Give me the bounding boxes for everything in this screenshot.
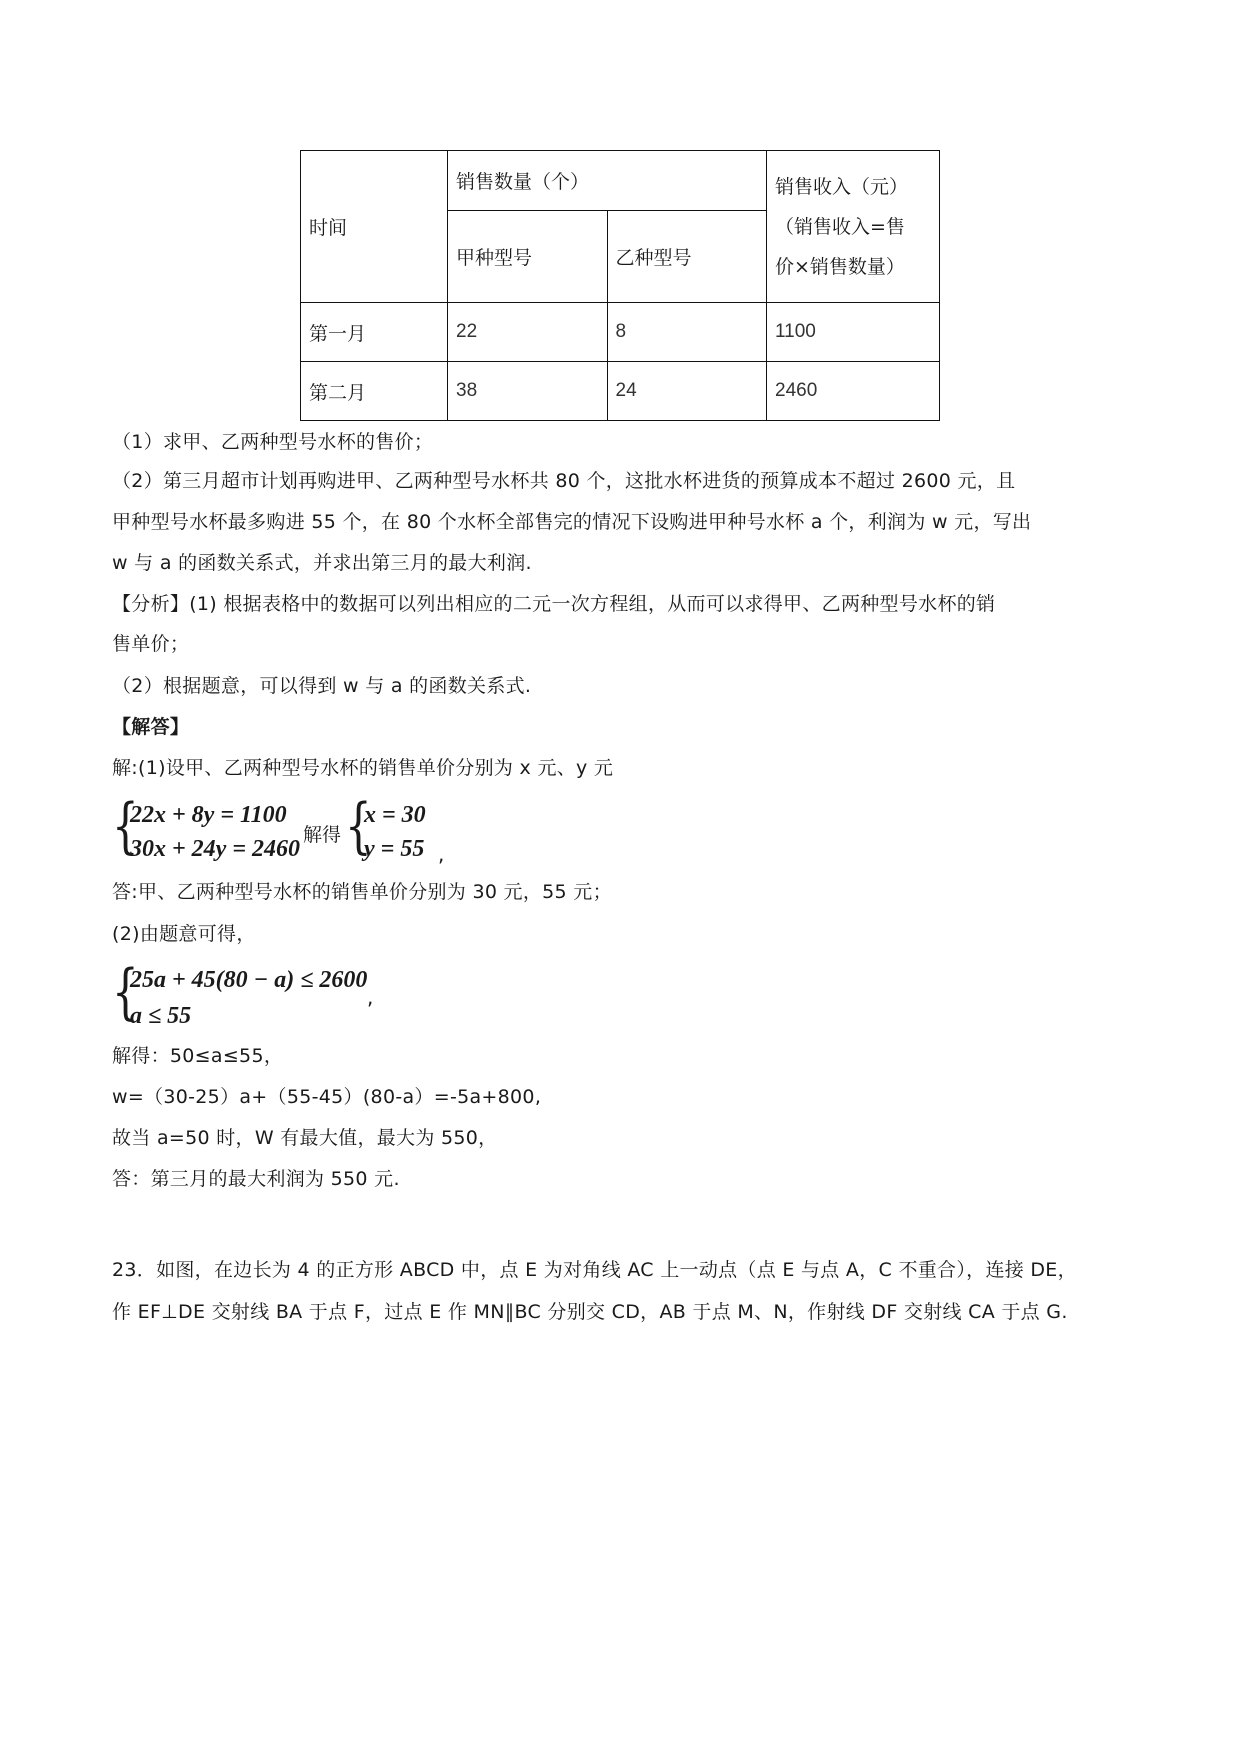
equation-2b: y = 55 bbox=[364, 836, 425, 862]
header-qty: 销售数量（个） bbox=[448, 151, 767, 211]
equation-1a: 22x + 8y = 1100 bbox=[130, 802, 287, 828]
max-line: 故当 a=50 时，W 有最大值，最大为 550， bbox=[112, 1127, 498, 1149]
comma: , bbox=[438, 842, 445, 866]
equation-2a: x = 30 bbox=[364, 802, 426, 828]
analysis-line2: 售单价； bbox=[112, 633, 190, 655]
equation-brace: { bbox=[112, 791, 139, 861]
header-income-line3: 价×销售数量） bbox=[775, 255, 905, 278]
solution-step2: (2)由题意可得， bbox=[112, 923, 256, 945]
inequality-2: a ≤ 55 bbox=[130, 1003, 192, 1029]
header-income-line1: 销售收入（元） bbox=[775, 175, 909, 198]
inequality-brace: { bbox=[112, 957, 139, 1027]
analysis-line1: 【分析】(1) 根据表格中的数据可以列出相应的二元一次方程组，从而可以求得甲、乙两种型号水杯的销 bbox=[112, 593, 996, 615]
cell-a: 22 bbox=[448, 303, 608, 362]
answer-1: 答:甲、乙两种型号水杯的销售单价分别为 30 元，55 元； bbox=[112, 881, 612, 903]
question-2-line3: w 与 a 的函数关系式，并求出第三月的最大利润. bbox=[112, 552, 532, 574]
equation-brace: { bbox=[345, 791, 372, 861]
header-type-b: 乙种型号 bbox=[607, 211, 767, 303]
header-income-line2: （销售收入=售 bbox=[775, 215, 905, 238]
header-time: 时间 bbox=[301, 151, 448, 303]
cell-b: 8 bbox=[607, 303, 767, 362]
problem-23-line1: 23．如图，在边长为 4 的正方形 ABCD 中，点 E 为对角线 AC 上一动点（点 E 与点 A，C 不重合），连接 DE， bbox=[112, 1259, 1077, 1281]
w-expression: w=（30-25）a+（55-45）(80-a）=-5a+800, bbox=[112, 1086, 542, 1108]
cell-month: 第一月 bbox=[301, 303, 448, 362]
sales-table bbox=[300, 150, 940, 421]
header-income bbox=[767, 151, 940, 303]
table-row bbox=[301, 362, 940, 421]
question-2-line2: 甲种型号水杯最多购进 55 个，在 80 个水杯全部售完的情况下设购进甲种号水杯 a 个，利润为 w 元，写出 bbox=[112, 511, 1032, 533]
comma: , bbox=[367, 985, 374, 1009]
table-row bbox=[301, 303, 940, 362]
question-2-line1: （2）第三月超市计划再购进甲、乙两种型号水杯共 80 个，这批水杯进货的预算成本不超过 2600 元，且 bbox=[112, 470, 1016, 492]
cell-a: 38 bbox=[448, 362, 608, 421]
cell-income: 2460 bbox=[767, 362, 940, 421]
header-type-a: 甲种型号 bbox=[448, 211, 608, 303]
solution-heading: 【解答】 bbox=[112, 716, 190, 738]
cell-income: 1100 bbox=[767, 303, 940, 362]
answer-2: 答：第三月的最大利润为 550 元. bbox=[112, 1168, 400, 1190]
solution-step1: 解:(1)设甲、乙两种型号水杯的销售单价分别为 x 元、y 元 bbox=[112, 757, 614, 779]
analysis-line3: （2）根据题意，可以得到 w 与 a 的函数关系式. bbox=[112, 675, 532, 697]
equation-1b: 30x + 24y = 2460 bbox=[130, 836, 301, 862]
cell-b: 24 bbox=[607, 362, 767, 421]
solve-word: 解得 bbox=[303, 824, 342, 846]
question-1: （1）求甲、乙两种型号水杯的售价； bbox=[112, 431, 434, 453]
cell-month: 第二月 bbox=[301, 362, 448, 421]
inequality-1: 25a + 45(80 − a) ≤ 2600 bbox=[130, 967, 368, 993]
range-line: 解得：50≤a≤55， bbox=[112, 1045, 284, 1067]
problem-23-line2: 作 EF⊥DE 交射线 BA 于点 F，过点 E 作 MN∥BC 分别交 CD，AB 于点 M、N，作射线 DF 交射线 CA 于点 G. bbox=[112, 1301, 1068, 1323]
